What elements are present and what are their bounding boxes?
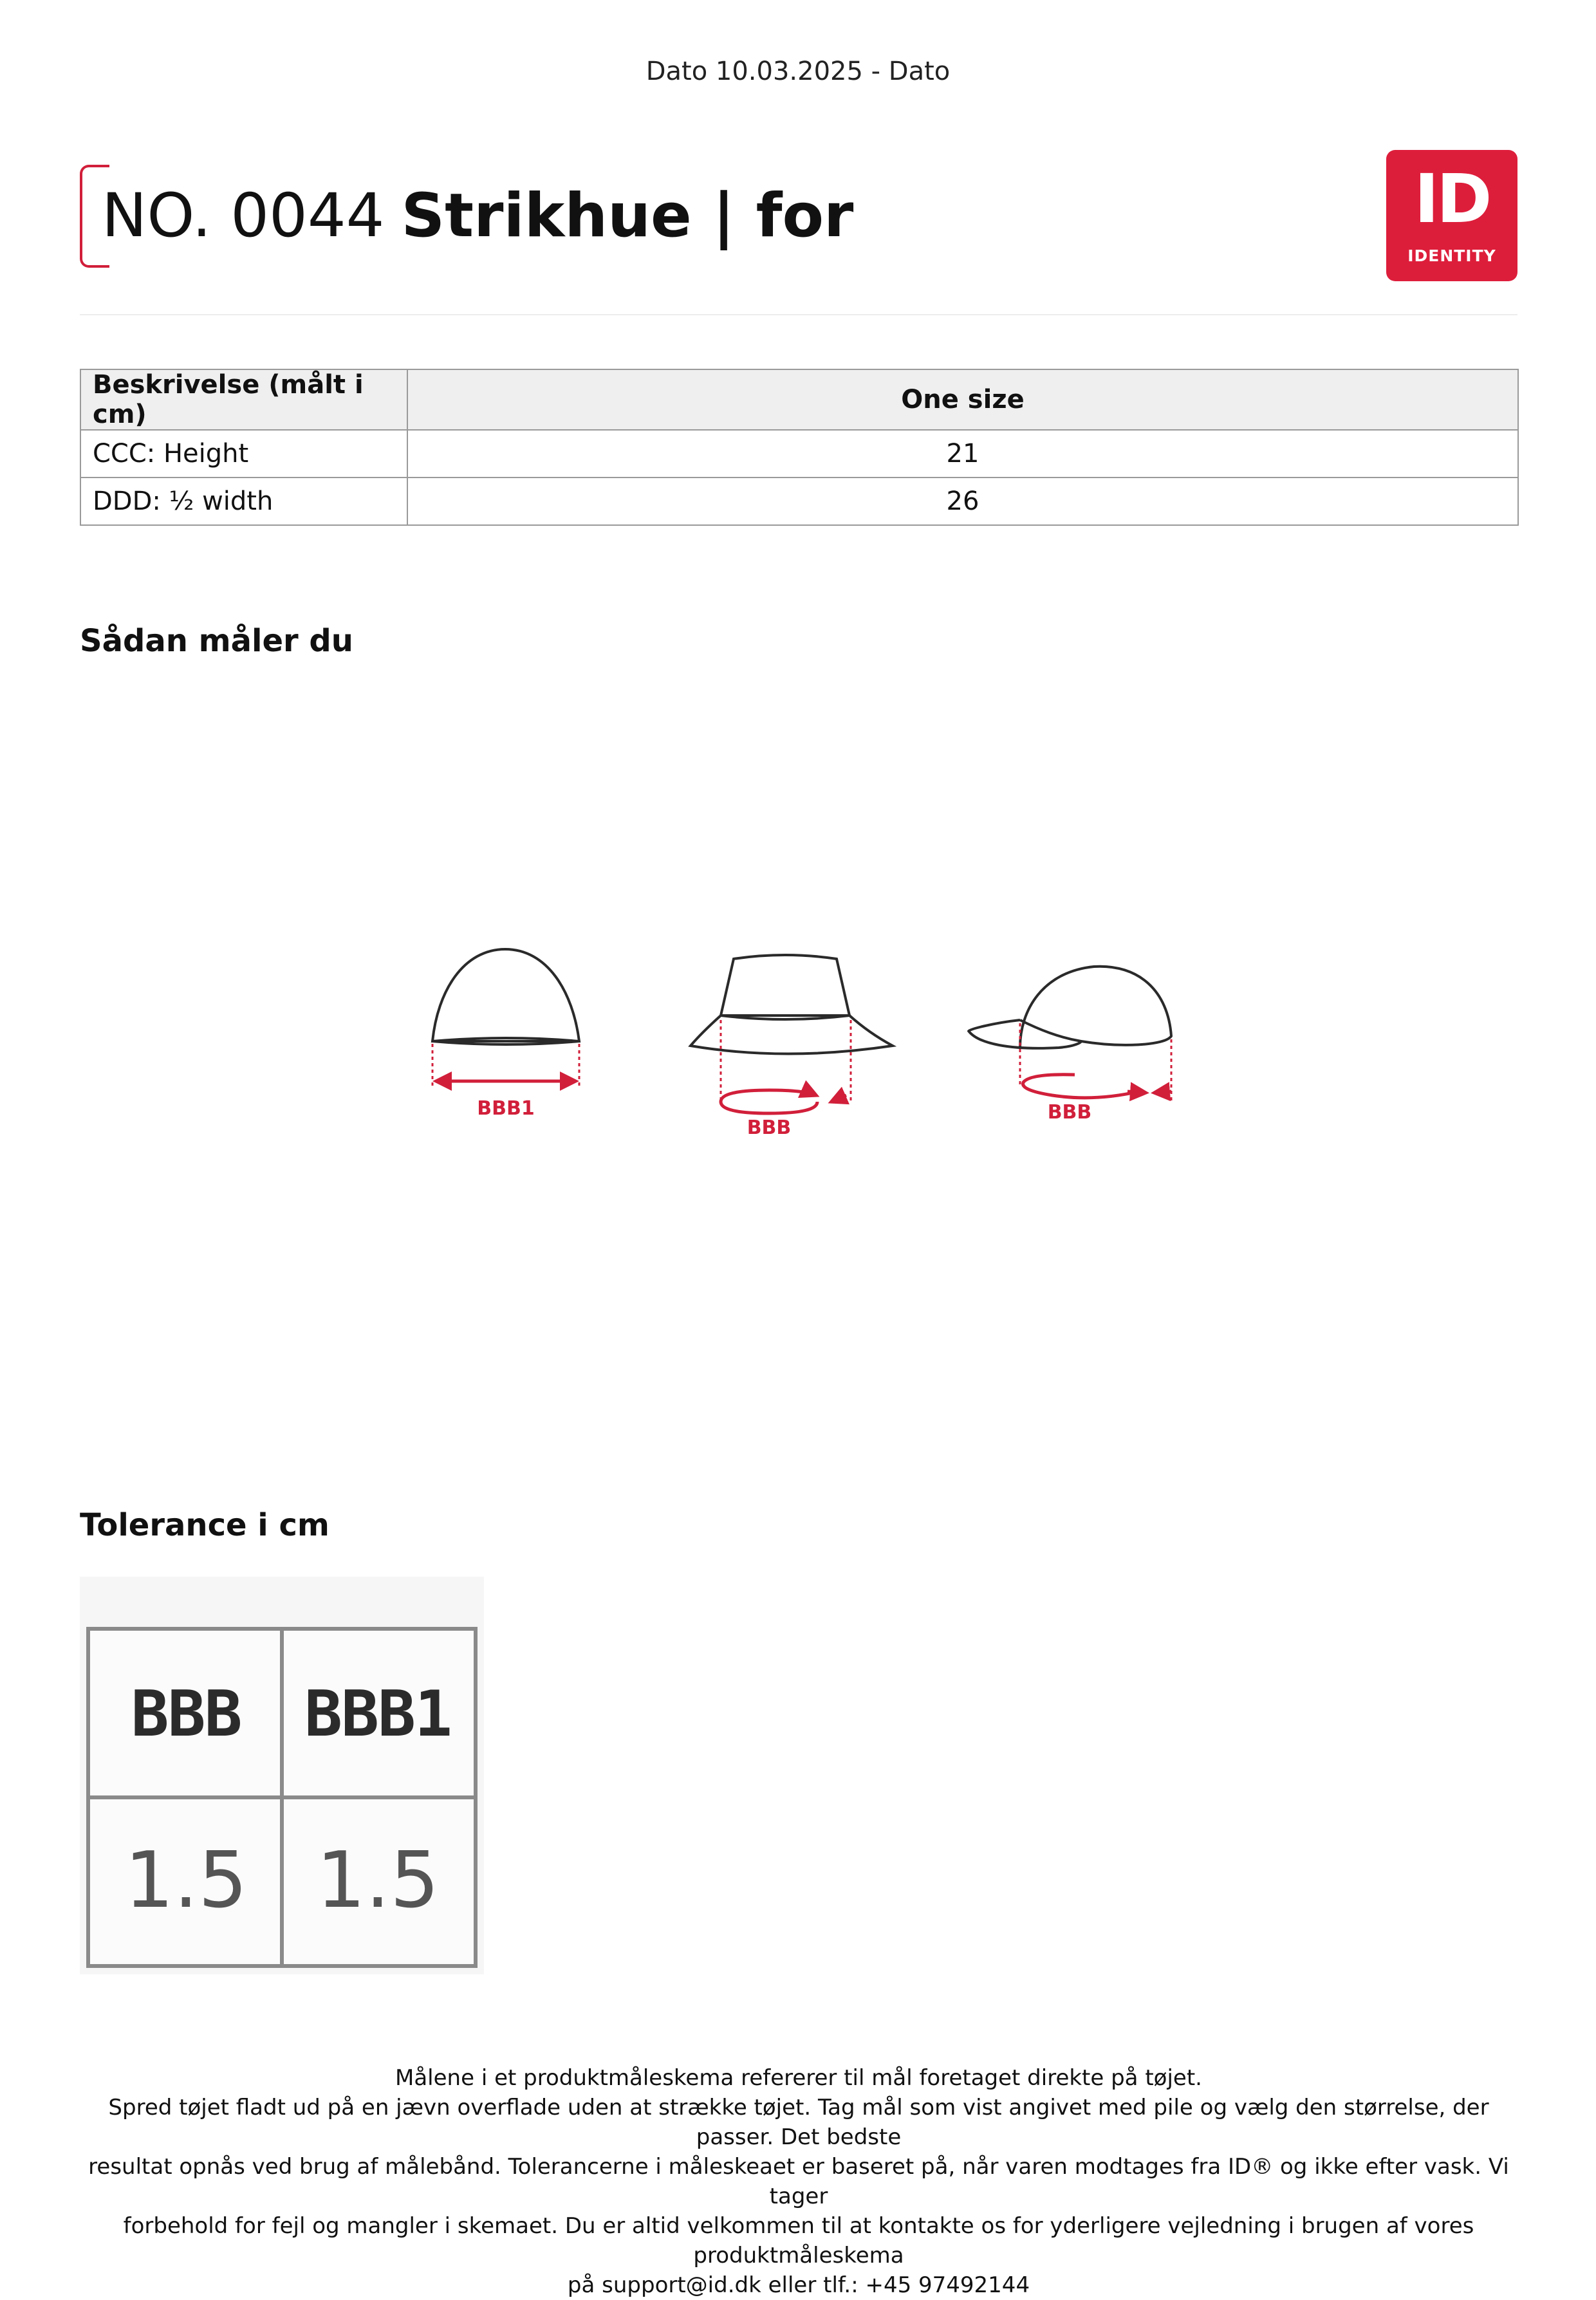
tolerance-column-bbb1: BBB1 [304,1677,451,1751]
hat-diagrams [425,933,1197,1145]
footer-line: Målene i et produktmåleskema refererer til mål foretaget direkte på tøjet. [395,2065,1202,2091]
diagram-label-bbb1: BBB1 [477,1097,535,1120]
table-header-row [80,369,1518,430]
table-row [80,478,1518,525]
cap-drawing [969,967,1171,1124]
row-label: DDD: ½ width [80,478,407,525]
tolerance-value-cell [282,1797,474,1964]
logo-mark: ID [1414,160,1490,238]
column-header-description: Beskrivelse (målt i cm) [80,369,407,430]
tolerance-value-bbb1: 1.5 [316,1836,440,1925]
table-row [80,430,1518,478]
header-divider [80,314,1517,315]
footer-line: på support@id.dk eller tlf.: +45 97492144 [567,2272,1030,2298]
row-label: CCC: Height [80,430,407,478]
footer-notes [71,2063,1526,2300]
row-value: 26 [407,478,1518,525]
logo-text: IDENTITY [1407,246,1496,265]
tolerance-value-bbb: 1.5 [124,1836,248,1925]
column-header-size: One size [407,369,1518,430]
footer-line: forbehold for fejl og mangler i skemaet. Du er altid velkommen til at kontakte os for yderligere vejledning i brugen af vores produktmåleskema [123,2213,1474,2268]
bucket-hat-drawing [691,955,893,1139]
tolerance-header-cell [282,1631,474,1797]
footer-line: Spred tøjet fladt ud på en jævn overflade uden at strække tøjet. Tag mål som vist angivet med pile og vælg den størrelse, der passer. Det bedste [108,2095,1489,2150]
measure-heading: Sådan måler du [80,623,353,659]
tolerance-value-cell [90,1797,282,1964]
product-name: Strikhue | for [401,181,854,251]
footer-line: resultat opnås ved brug af målebånd. Tolerancerne i måleskeaet er baseret på, når varen modtages fra ID® og ikke efter vask. Vi tager [88,2154,1509,2209]
diagram-label-bbb: BBB [747,1117,792,1139]
product-number: NO. 0044 [102,181,385,251]
tolerance-grid [86,1627,478,1968]
tolerance-column-bbb: BBB [131,1677,241,1751]
tolerance-heading: Tolerance i cm [80,1507,329,1543]
date-line: Dato 10.03.2025 - Dato [645,57,951,86]
identity-logo [1386,150,1517,281]
grid-divider [90,1795,474,1799]
size-table [80,369,1519,526]
tolerance-table-image [80,1577,484,1974]
diagram-label-bbb: BBB [1047,1101,1092,1124]
beanie-drawing [432,949,579,1120]
measurement-drawings [425,933,1197,1145]
row-value: 21 [407,430,1518,478]
page-title [102,178,853,255]
tolerance-header-cell [90,1631,282,1797]
